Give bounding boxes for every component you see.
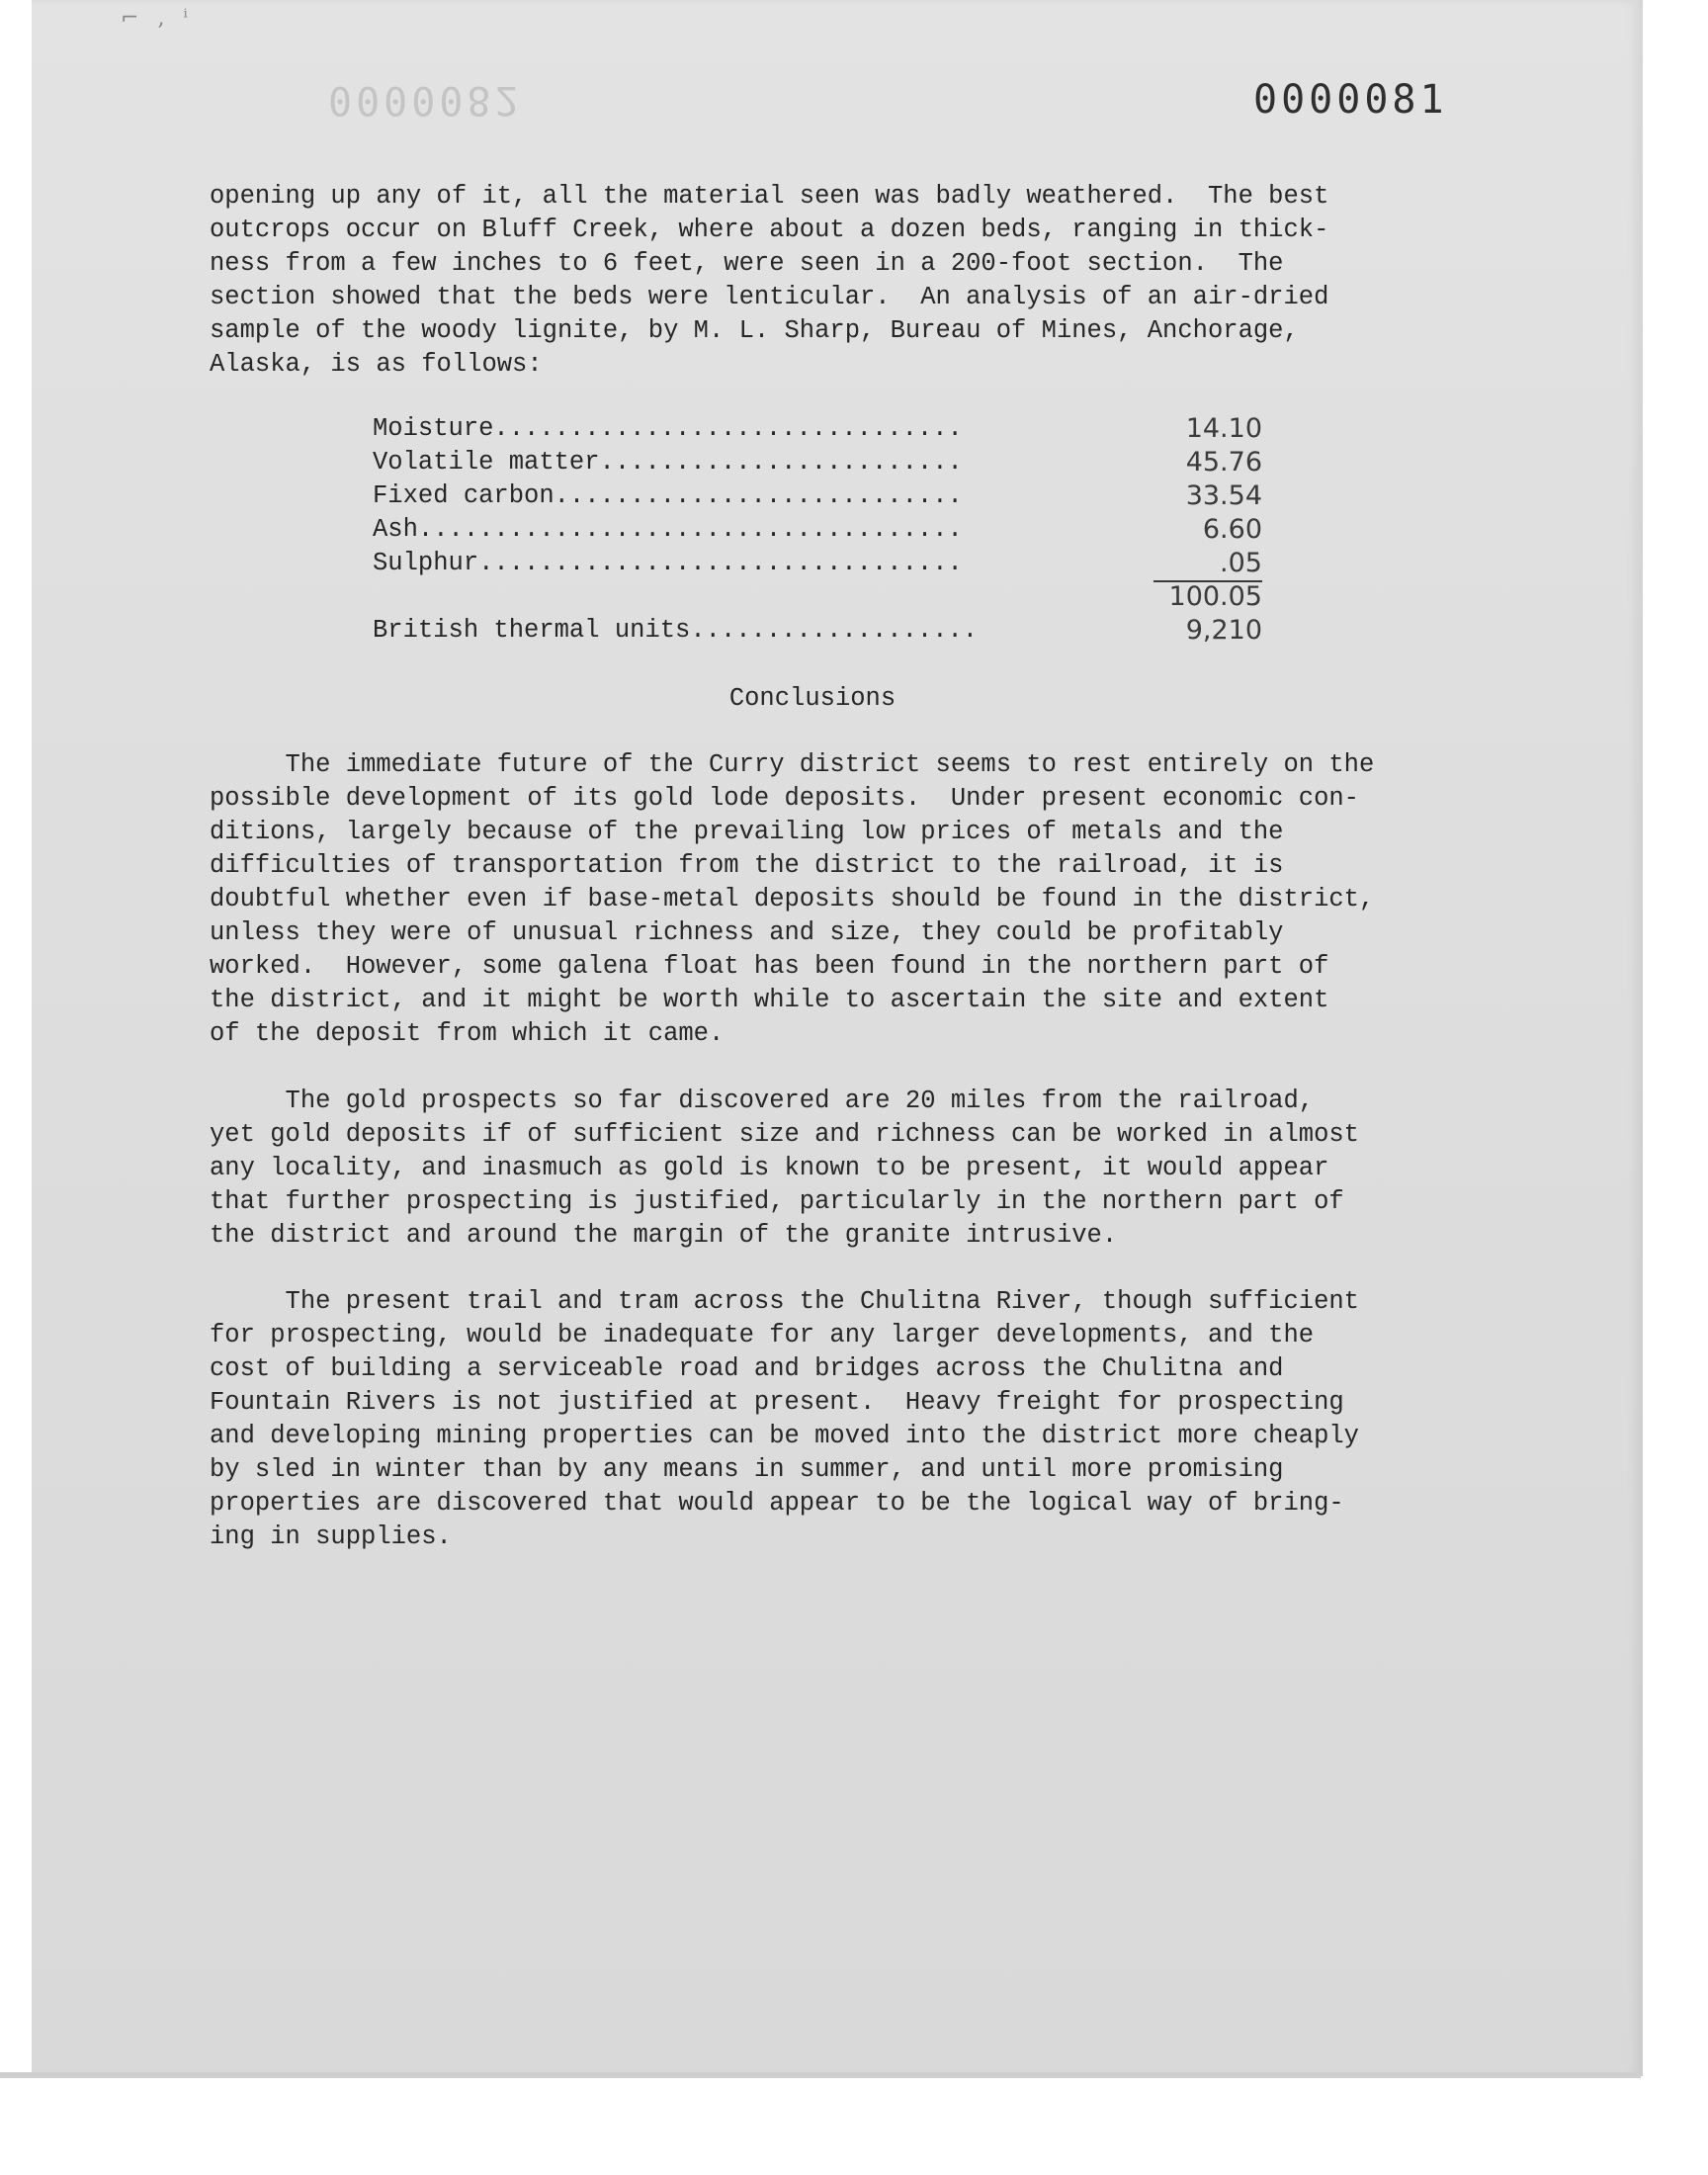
- analysis-label: Ash....................................: [373, 515, 963, 544]
- analysis-label: Volatile matter........................: [373, 448, 963, 477]
- text-line: ing in supplies.: [210, 1522, 452, 1551]
- analysis-total-row: [373, 580, 1262, 614]
- bleed-through-page-number: 0000082: [328, 77, 523, 123]
- text-line: ditions, largely because of the prevailing low prices of metals and the: [210, 818, 1284, 846]
- section-heading: Conclusions: [728, 684, 897, 713]
- text-line: outcrops occur on Bluff Creek, where about a dozen beds, ranging in thick-: [210, 216, 1329, 244]
- analysis-label: Fixed carbon...........................: [373, 481, 963, 510]
- text-line: worked. However, some galena float has been found in the northern part of: [210, 952, 1329, 981]
- text-line: Alaska, is as follows:: [210, 350, 543, 379]
- text-line: the district and around the margin of the granite intrusive.: [210, 1221, 1118, 1250]
- intro-paragraph: [210, 180, 1524, 382]
- analysis-row-fixed-carbon: [373, 479, 1262, 513]
- lignite-analysis-table: [373, 412, 1262, 648]
- analysis-value: .05: [1220, 548, 1262, 578]
- analysis-value: 45.76: [1185, 447, 1262, 478]
- text-line: The gold prospects so far discovered are 20 miles from the railroad,: [210, 1087, 1315, 1115]
- corner-pencil-mark: ⌐ ‚ ⁱ: [121, 6, 194, 31]
- analysis-label: Sulphur................................: [373, 549, 963, 577]
- text-line: sample of the woody lignite, by M. L. Sharp, Bureau of Mines, Anchorage,: [210, 316, 1299, 345]
- analysis-label: Moisture...............................: [373, 414, 963, 443]
- conclusions-paragraph-2: [210, 1085, 1524, 1253]
- document-page: [32, 0, 1643, 2076]
- text-line: of the deposit from which it came.: [210, 1019, 725, 1048]
- page-bottom-edge: [0, 2072, 1641, 2078]
- text-line: for prospecting, would be inadequate for any larger developments, and the: [210, 1321, 1315, 1349]
- text-line: cost of building a serviceable road and bridges across the Chulitna and: [210, 1354, 1284, 1383]
- conclusions-paragraph-1: [210, 748, 1524, 1051]
- text-line: any locality, and inasmuch as gold is known to be present, it would appear: [210, 1154, 1329, 1182]
- text-line: by sled in winter than by any means in summer, and until more promising: [210, 1455, 1284, 1484]
- page-number-stamp: 0000081: [1253, 77, 1448, 123]
- text-line: section showed that the beds were lenticular. An analysis of an air-dried: [210, 283, 1329, 311]
- analysis-row-ash: [373, 513, 1262, 547]
- conclusions-paragraph-3: [210, 1285, 1524, 1554]
- text-line: ness from a few inches to 6 feet, were seen in a 200-foot section. The: [210, 249, 1284, 278]
- text-line: properties are discovered that would appear to be the logical way of bring-: [210, 1489, 1344, 1518]
- text-line: that further prospecting is justified, particularly in the northern part of: [210, 1187, 1344, 1216]
- text-line: difficulties of transportation from the district to the railroad, it is: [210, 851, 1284, 880]
- text-line: the district, and it might be worth while to ascertain the site and extent: [210, 986, 1329, 1014]
- analysis-row-moisture: [373, 412, 1262, 446]
- text-line: doubtful whether even if base-metal deposits should be found in the district,: [210, 885, 1375, 914]
- analysis-value: 6.60: [1202, 514, 1262, 545]
- analysis-row-btu: [373, 614, 1262, 648]
- analysis-label: British thermal units...................: [373, 616, 979, 645]
- analysis-value: 9,210: [1185, 615, 1262, 646]
- text-line: yet gold deposits if of sufficient size and richness can be worked in almost: [210, 1120, 1359, 1149]
- text-line: and developing mining properties can be moved into the district more cheaply: [210, 1422, 1359, 1450]
- text-line: The immediate future of the Curry district seems to rest entirely on the: [210, 750, 1375, 779]
- analysis-row-volatile-matter: [373, 446, 1262, 479]
- text-line: The present trail and tram across the Chulitna River, though sufficient: [210, 1287, 1359, 1316]
- analysis-value: 33.54: [1185, 480, 1262, 511]
- analysis-total: 100.05: [1168, 581, 1262, 612]
- text-line: Fountain Rivers is not justified at present. Heavy freight for prospecting: [210, 1388, 1344, 1417]
- analysis-value: 14.10: [1185, 413, 1262, 444]
- text-line: opening up any of it, all the material seen was badly weathered. The best: [210, 182, 1329, 211]
- text-line: possible development of its gold lode deposits. Under present economic con-: [210, 784, 1359, 813]
- analysis-row-sulphur: [373, 547, 1262, 580]
- text-line: unless they were of unusual richness and size, they could be profitably: [210, 918, 1284, 947]
